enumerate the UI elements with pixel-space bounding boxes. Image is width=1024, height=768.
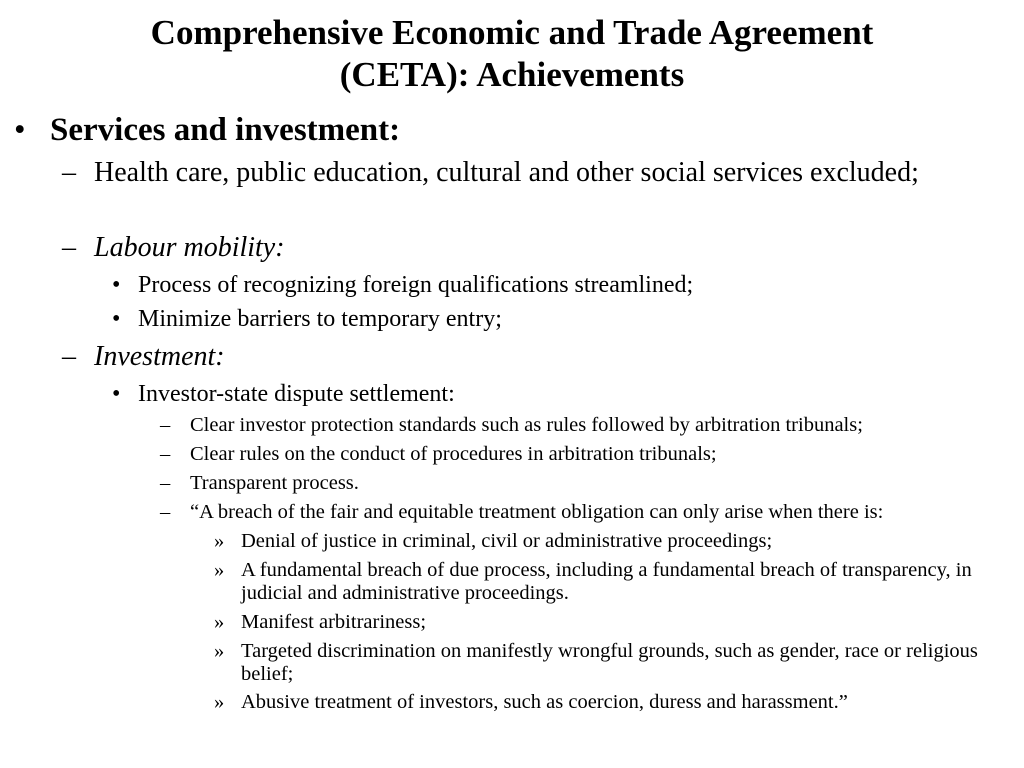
list-item (214, 559, 1004, 605)
isds-item-text: Transparent process. (190, 472, 359, 494)
labour-item-text: Minimize barriers to temporary entry; (138, 306, 502, 332)
list-item (214, 611, 1004, 634)
bullet-marker: • (112, 306, 121, 332)
isds-item-text: “A breach of the fair and equitable treatment obligation can only arise when there is: (190, 501, 884, 523)
item-investment (62, 341, 1004, 373)
title-line-2: (CETA): Achievements (339, 55, 685, 94)
item-excluded-services (62, 157, 1004, 189)
labour-mobility-heading: Labour mobility: (94, 232, 285, 263)
labour-item-text: Process of recognizing foreign qualifications streamlined; (138, 272, 694, 298)
dash-marker: – (62, 341, 76, 372)
item-labour-mobility (62, 232, 1004, 264)
raquo-marker: » (214, 530, 225, 552)
breach-item-text: Manifest arbitrariness; (241, 611, 427, 633)
breach-item-text: Abusive treatment of investors, such as coercion, duress and harassment.” (241, 691, 848, 713)
dash-marker: – (62, 232, 76, 263)
raquo-marker: » (214, 691, 225, 713)
list-item (214, 691, 1004, 714)
title-line-1: Comprehensive Economic and Trade Agreement (150, 13, 874, 52)
raquo-marker: » (214, 559, 225, 581)
services-heading: Services and investment: (50, 112, 401, 148)
bullet-marker: • (112, 272, 121, 298)
list-item (160, 471, 1020, 495)
raquo-marker: » (214, 640, 225, 662)
breach-item-text: A fundamental breach of due process, including a fundamental breach of transparency, in judicial and administrative proceedings. (241, 559, 972, 604)
isds-heading: Investor-state dispute settlement: (138, 381, 455, 407)
breach-item-text: Targeted discrimination on manifestly wrongful grounds, such as gender, race or religious belief; (241, 640, 978, 685)
item-isds (112, 380, 1004, 408)
dash-marker: – (160, 443, 171, 465)
list-item (214, 530, 1004, 553)
dash-marker: – (160, 472, 171, 494)
list-item (112, 271, 1004, 299)
dash-marker: – (160, 501, 171, 523)
raquo-marker: » (214, 611, 225, 633)
bullet-services-investment (14, 111, 1004, 149)
dash-marker: – (160, 414, 171, 436)
investment-heading: Investment: (94, 341, 225, 372)
breach-item-text: Denial of justice in criminal, civil or administrative proceedings; (241, 530, 773, 552)
list-item (112, 305, 1004, 333)
list-item (160, 413, 1020, 437)
list-item (160, 500, 1020, 524)
isds-item-text: Clear rules on the conduct of procedures in arbitration tribunals; (190, 443, 717, 465)
list-item (160, 442, 1020, 466)
dash-marker: – (62, 157, 76, 188)
bullet-marker: • (14, 112, 26, 148)
list-item (214, 640, 1004, 686)
bullet-marker: • (112, 381, 121, 407)
isds-item-text: Clear investor protection standards such as rules followed by arbitration tribunals; (190, 414, 863, 436)
slide-title (40, 12, 984, 96)
excluded-services-text: Health care, public education, cultural and other social services excluded; (94, 157, 919, 188)
